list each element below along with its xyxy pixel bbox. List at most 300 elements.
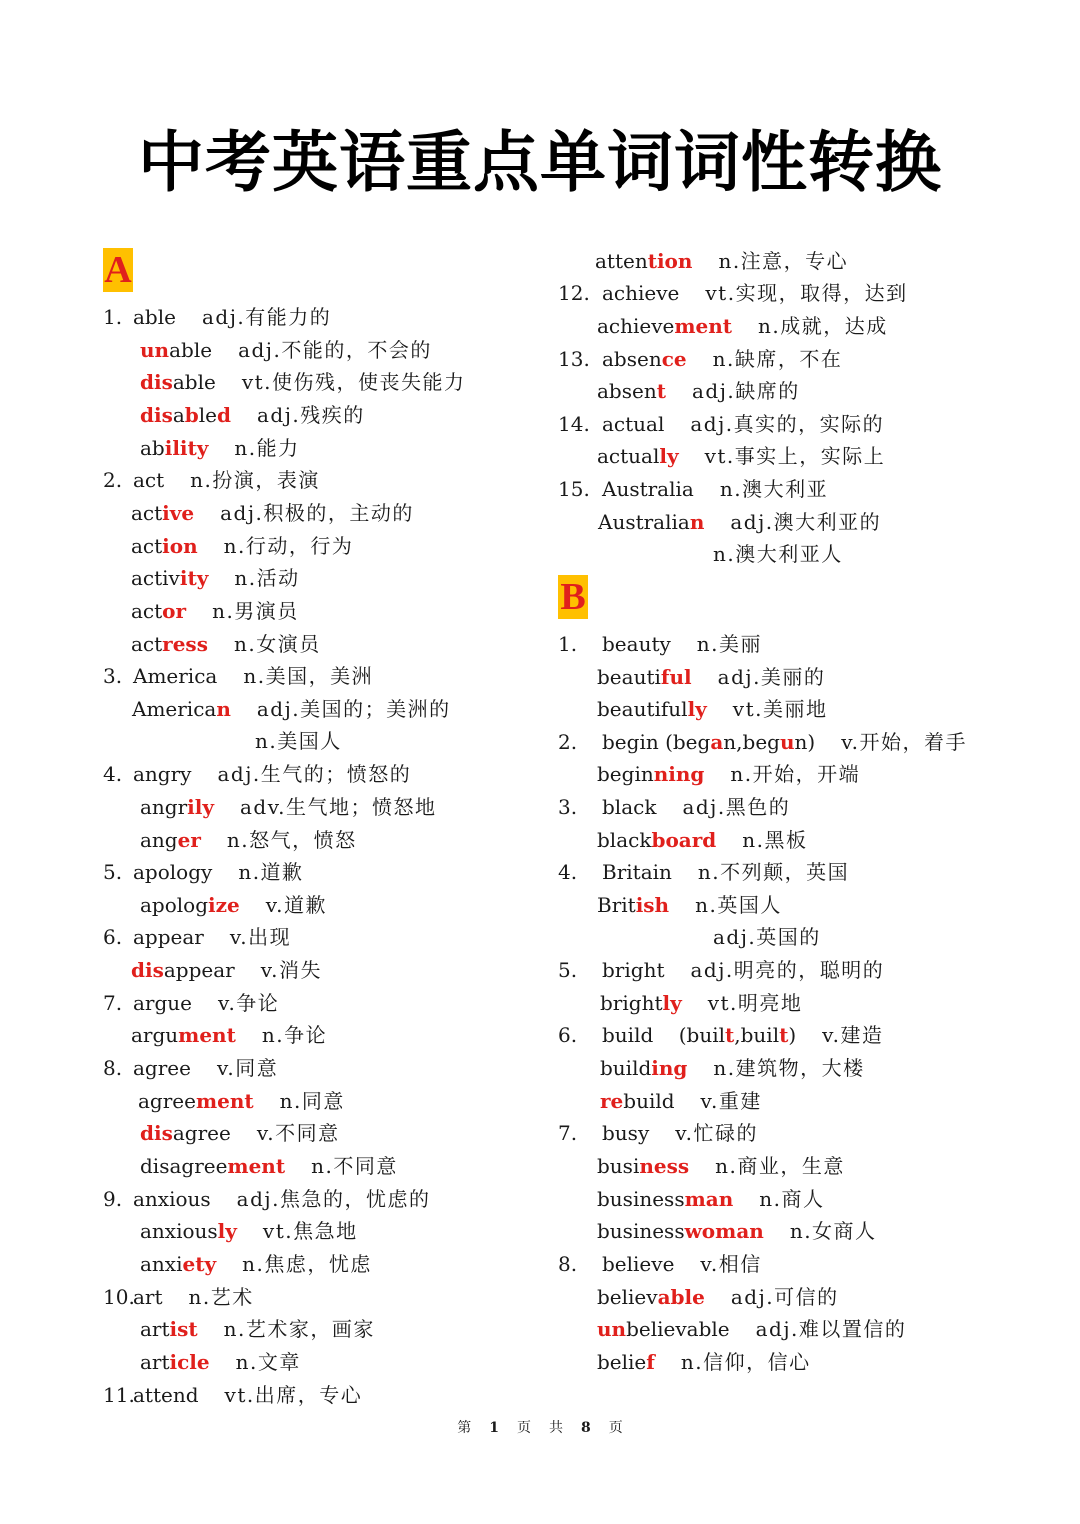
entry-definition: adj.有能力的 xyxy=(201,305,332,329)
entry-definition: adj.缺席的 xyxy=(691,379,800,403)
entry-definition: n.澳大利亚人 xyxy=(713,542,843,566)
word-stem: anxious xyxy=(140,1219,218,1243)
entry-word xyxy=(602,1249,674,1279)
entry-definition: adj.不能的，不会的 xyxy=(238,338,432,362)
word-affix-highlight: ily xyxy=(187,795,214,819)
word-affix-highlight: t xyxy=(656,379,666,403)
entry-word xyxy=(133,988,192,1018)
word-affix-highlight: u xyxy=(779,730,795,754)
right-entry-row xyxy=(558,1249,762,1279)
entry-definition: adj.可信的 xyxy=(730,1285,839,1309)
word-affix-highlight: re xyxy=(600,1089,624,1113)
word-affix-highlight: ly xyxy=(687,697,707,721)
right-entry-row xyxy=(597,1314,906,1344)
left-entry-row xyxy=(131,498,414,528)
entry-word xyxy=(140,433,208,463)
word-stem: business xyxy=(597,1187,685,1211)
entry-word xyxy=(597,890,669,920)
word-affix-highlight: ing xyxy=(651,1056,688,1080)
entry-word xyxy=(597,376,666,406)
word-stem: build (buil xyxy=(602,1023,725,1047)
right-entry-row xyxy=(597,1282,839,1312)
word-affix-highlight: ish xyxy=(635,893,670,917)
word-affix-highlight: ment xyxy=(674,314,733,338)
left-entry-row xyxy=(140,1249,372,1279)
word-stem: busi xyxy=(597,1154,640,1178)
word-affix-highlight: ness xyxy=(639,1154,690,1178)
entry-word xyxy=(140,890,240,920)
entry-number: 1. xyxy=(558,632,578,656)
entry-number: 4. xyxy=(103,762,123,786)
entry-definition: n.艺术 xyxy=(188,1285,254,1309)
entry-number: 15. xyxy=(558,477,590,501)
word-stem: angry xyxy=(133,762,192,786)
entry-word xyxy=(602,792,656,822)
entry-definition: n.黑板 xyxy=(742,828,808,852)
word-stem: atten xyxy=(595,249,648,273)
document-title: 中考英语重点单词词性转换 xyxy=(138,124,942,201)
entry-definition: n.成就，达成 xyxy=(758,314,888,338)
entry-definition: v.同意 xyxy=(216,1056,279,1080)
entry-number: 9. xyxy=(103,1187,123,1211)
entry-definition: n.女演员 xyxy=(233,632,321,656)
word-stem: ,buil xyxy=(734,1023,780,1047)
right-entry-row xyxy=(598,507,881,537)
word-stem: able xyxy=(133,305,176,329)
entry-definition: adj.难以置信的 xyxy=(755,1317,907,1341)
entry-word xyxy=(140,1314,198,1344)
entry-definition: adj.焦急的，忧虑的 xyxy=(236,1187,431,1211)
word-stem: Australia xyxy=(598,510,690,534)
entry-definition: vt.明亮地 xyxy=(707,991,803,1015)
entry-definition: v.开始，着手 xyxy=(841,730,968,754)
left-entry-row xyxy=(255,726,342,756)
left-entry-row xyxy=(103,988,279,1018)
word-stem: n) xyxy=(794,730,816,754)
entry-word xyxy=(597,825,716,855)
word-stem: attend xyxy=(133,1383,199,1407)
left-entry-row xyxy=(103,1184,430,1214)
entry-definition: n.男演员 xyxy=(212,599,299,623)
entry-definition: n.道歉 xyxy=(238,860,304,884)
word-stem: argu xyxy=(131,1023,179,1047)
entry-definition: vt.事实上，实际上 xyxy=(704,444,886,468)
entry-definition: n.同意 xyxy=(279,1089,345,1113)
left-entry-row xyxy=(131,596,299,626)
right-entry-row xyxy=(597,441,885,471)
right-entry-row xyxy=(597,311,888,341)
right-entry-row xyxy=(600,1053,865,1083)
entry-definition: vt.实现，取得，达到 xyxy=(705,281,908,305)
word-stem: begin xyxy=(597,762,654,786)
left-entry-row xyxy=(140,367,466,397)
word-stem: agree xyxy=(172,1121,231,1145)
entry-definition: adj.明亮的，聪明的 xyxy=(690,958,885,982)
right-entry-row xyxy=(597,1184,825,1214)
left-entry-row xyxy=(140,890,327,920)
left-entry-row xyxy=(103,759,411,789)
entry-definition: vt.美丽地 xyxy=(732,697,828,721)
entry-word xyxy=(133,857,212,887)
entry-definition: n.不列颠，英国 xyxy=(697,860,850,884)
word-stem: beauti xyxy=(597,665,661,689)
word-affix-highlight: ity xyxy=(179,566,209,590)
word-stem: bright xyxy=(602,958,665,982)
entry-definition: n.怒气，愤怒 xyxy=(226,828,357,852)
section-letter-b: B xyxy=(558,575,588,619)
entry-definition: n.美丽 xyxy=(696,632,763,656)
entry-number: 3. xyxy=(103,664,123,688)
entry-word xyxy=(140,825,201,855)
entry-word xyxy=(140,367,216,397)
entry-definition: v.建造 xyxy=(822,1023,884,1047)
word-stem: a xyxy=(172,403,185,427)
footer-page-number: 1 xyxy=(489,1420,499,1436)
entry-definition: v.重建 xyxy=(700,1089,762,1113)
right-entry-row xyxy=(713,922,821,952)
word-stem: belie xyxy=(597,1350,647,1374)
entry-word xyxy=(131,563,208,593)
entry-definition: n.开始，开端 xyxy=(730,762,861,786)
entry-word xyxy=(597,441,679,471)
entry-word xyxy=(597,662,692,692)
word-affix-highlight: board xyxy=(651,828,717,852)
entry-definition: vt.焦急地 xyxy=(262,1219,358,1243)
entry-definition: n.扮演，表演 xyxy=(190,468,320,492)
word-stem: absen xyxy=(602,347,662,371)
word-stem: believ xyxy=(597,1285,658,1309)
entry-word xyxy=(131,531,198,561)
entry-number: 6. xyxy=(103,925,123,949)
left-entry-row xyxy=(132,694,451,724)
entry-number: 7. xyxy=(103,991,123,1015)
page-footer xyxy=(0,1416,1080,1440)
word-stem: achieve xyxy=(602,281,680,305)
word-affix-highlight: ly xyxy=(659,444,679,468)
entry-number: 13. xyxy=(558,347,590,371)
word-affix-highlight: un xyxy=(140,338,170,362)
word-stem: absen xyxy=(597,379,657,403)
footer-mid1: 页 xyxy=(517,1420,531,1436)
word-affix-highlight: man xyxy=(684,1187,734,1211)
left-entry-row xyxy=(103,465,320,495)
entry-definition: adj.积极的，主动的 xyxy=(220,501,414,525)
word-affix-highlight: ment xyxy=(178,1023,236,1047)
entry-number: 1. xyxy=(103,305,123,329)
entry-definition: v.消失 xyxy=(260,958,322,982)
entry-word xyxy=(140,1347,210,1377)
entry-word xyxy=(133,302,176,332)
left-entry-row xyxy=(140,1151,398,1181)
left-entry-row xyxy=(140,1118,340,1148)
word-affix-highlight: dis xyxy=(140,1121,173,1145)
entry-definition: n.商人 xyxy=(759,1187,825,1211)
entry-definition: n.文章 xyxy=(235,1350,301,1374)
word-stem: act xyxy=(131,632,163,656)
entry-word xyxy=(595,246,692,276)
word-stem: argue xyxy=(133,991,193,1015)
word-affix-highlight: n xyxy=(689,510,705,534)
entry-word xyxy=(140,1216,237,1246)
entry-word xyxy=(597,1151,689,1181)
entry-definition: n.能力 xyxy=(234,436,300,460)
word-affix-highlight: or xyxy=(162,599,187,623)
word-affix-highlight: woman xyxy=(684,1219,764,1243)
entry-definition: n.美国人 xyxy=(255,729,342,753)
entry-word xyxy=(132,694,231,724)
word-stem: beauty xyxy=(602,632,671,656)
word-affix-highlight: f xyxy=(646,1350,655,1374)
word-stem: art xyxy=(140,1350,170,1374)
word-affix-highlight: dis xyxy=(140,403,173,427)
right-entry-row xyxy=(597,694,827,724)
entry-word xyxy=(597,694,707,724)
word-stem: able xyxy=(169,338,213,362)
entry-definition: n.不同意 xyxy=(311,1154,398,1178)
right-entry-row xyxy=(597,1151,845,1181)
entry-word xyxy=(140,400,231,430)
entry-number: 8. xyxy=(558,1252,578,1276)
left-entry-row xyxy=(103,1282,254,1312)
entry-word xyxy=(133,759,191,789)
entry-number: 11. xyxy=(103,1383,135,1407)
word-stem: bright xyxy=(600,991,663,1015)
word-stem: act xyxy=(131,501,163,525)
entry-word xyxy=(131,498,194,528)
word-affix-highlight: n xyxy=(216,697,231,721)
word-stem: disagree xyxy=(140,1154,228,1178)
word-affix-highlight: t xyxy=(779,1023,789,1047)
entry-definition: n.争论 xyxy=(261,1023,328,1047)
entry-word xyxy=(133,1380,199,1410)
right-entry-row xyxy=(595,246,848,276)
word-affix-highlight: icle xyxy=(169,1350,210,1374)
left-entry-row xyxy=(103,857,304,887)
word-stem: able xyxy=(172,370,216,394)
left-entry-row xyxy=(131,563,300,593)
right-entry-row xyxy=(558,629,762,659)
word-stem: black xyxy=(602,795,657,819)
word-affix-highlight: dis xyxy=(140,370,173,394)
entry-definition: v.不同意 xyxy=(256,1121,340,1145)
right-entry-row xyxy=(558,1118,758,1148)
footer-post: 页 xyxy=(608,1420,623,1436)
entry-number: 12. xyxy=(558,281,590,305)
word-stem: agree xyxy=(138,1089,196,1113)
left-entry-row xyxy=(103,1053,278,1083)
left-entry-row xyxy=(103,661,373,691)
word-stem: believe xyxy=(602,1252,675,1276)
entry-word xyxy=(602,278,679,308)
entry-word xyxy=(131,955,235,985)
entry-word xyxy=(602,409,664,439)
word-stem: angr xyxy=(140,795,188,819)
word-stem: n,beg xyxy=(723,730,780,754)
entry-word xyxy=(138,1086,254,1116)
word-stem: Britain xyxy=(602,860,672,884)
entry-number: 4. xyxy=(558,860,578,884)
left-entry-row xyxy=(131,955,322,985)
entry-definition: adj.真实的，实际的 xyxy=(690,412,885,436)
entry-definition: adj.澳大利亚的 xyxy=(730,510,882,534)
word-stem: ab xyxy=(140,436,165,460)
left-entry-row xyxy=(138,1086,345,1116)
word-stem: beautiful xyxy=(597,697,688,721)
left-entry-row xyxy=(140,1347,301,1377)
left-entry-row xyxy=(131,531,353,561)
left-entry-row xyxy=(140,400,365,430)
entry-word xyxy=(602,857,672,887)
word-stem: believable xyxy=(626,1317,730,1341)
entry-word xyxy=(133,661,217,691)
entry-definition: vt.使伤残，使丧失能力 xyxy=(241,370,466,394)
entry-word xyxy=(140,792,214,822)
entry-word xyxy=(597,1282,705,1312)
entry-number: 5. xyxy=(103,860,123,884)
footer-total-pages: 8 xyxy=(581,1420,591,1436)
entry-definition: adj.残疾的 xyxy=(256,403,365,427)
right-entry-row xyxy=(600,1086,762,1116)
word-stem: le xyxy=(198,403,217,427)
left-entry-row xyxy=(131,1020,327,1050)
footer-mid2: 共 xyxy=(549,1420,563,1436)
word-affix-highlight: ress xyxy=(162,632,208,656)
entry-definition: v.出现 xyxy=(229,925,292,949)
word-stem: act xyxy=(131,534,163,558)
entry-definition: adj.英国的 xyxy=(713,925,821,949)
entry-definition: n.商业，生意 xyxy=(715,1154,845,1178)
word-stem: Australia xyxy=(602,477,694,501)
entry-word xyxy=(600,1086,675,1116)
entry-definition: v.道歉 xyxy=(265,893,327,917)
entry-number: 14. xyxy=(558,412,590,436)
entry-definition: n.女商人 xyxy=(789,1219,877,1243)
word-affix-highlight: ly xyxy=(217,1219,237,1243)
entry-word xyxy=(602,344,687,374)
left-entry-row xyxy=(131,629,321,659)
word-stem: black xyxy=(597,828,652,852)
entry-definition: n.信仰，信心 xyxy=(680,1350,811,1374)
entry-definition: adj.黑色的 xyxy=(682,795,791,819)
entry-word xyxy=(602,955,664,985)
entry-definition: n.建筑物，大楼 xyxy=(713,1056,865,1080)
entry-definition: v.忙碌的 xyxy=(675,1121,759,1145)
entry-word xyxy=(602,629,671,659)
word-stem: apolog xyxy=(140,893,209,917)
right-entry-row xyxy=(558,344,842,374)
left-entry-row xyxy=(140,825,357,855)
entry-word xyxy=(131,596,186,626)
right-entry-row xyxy=(597,662,825,692)
word-stem: America xyxy=(132,697,217,721)
entry-definition: n.英国人 xyxy=(695,893,782,917)
right-entry-row xyxy=(558,857,849,887)
right-entry-row xyxy=(597,376,800,406)
entry-definition: v.相信 xyxy=(700,1252,762,1276)
entry-word xyxy=(600,1053,687,1083)
word-affix-highlight: ive xyxy=(162,501,195,525)
entry-word xyxy=(597,1347,655,1377)
entry-definition: n.行动，行为 xyxy=(223,534,354,558)
word-affix-highlight: dis xyxy=(131,958,164,982)
section-letter-a: A xyxy=(104,249,132,291)
right-entry-row xyxy=(558,409,884,439)
entry-word xyxy=(131,629,208,659)
word-affix-highlight: ly xyxy=(662,991,682,1015)
entry-word xyxy=(140,1118,231,1148)
word-stem: activ xyxy=(131,566,180,590)
left-entry-row xyxy=(103,922,291,952)
entry-word xyxy=(602,1020,796,1050)
word-stem: appear xyxy=(163,958,235,982)
word-stem: actual xyxy=(597,444,660,468)
entry-word xyxy=(140,1249,216,1279)
entry-word xyxy=(600,988,682,1018)
entry-word xyxy=(602,727,815,757)
right-entry-row xyxy=(597,1347,811,1377)
word-affix-highlight: er xyxy=(177,828,201,852)
entry-number: 6. xyxy=(558,1023,578,1047)
word-stem: actual xyxy=(602,412,665,436)
entry-word xyxy=(131,1020,236,1050)
word-affix-highlight: ment xyxy=(195,1089,254,1113)
word-affix-highlight: a xyxy=(710,730,724,754)
right-entry-row xyxy=(558,792,790,822)
entry-word xyxy=(602,1118,649,1148)
right-entry-row xyxy=(597,890,782,920)
entry-word xyxy=(597,1216,764,1246)
entry-word xyxy=(597,1184,733,1214)
word-stem: ) xyxy=(788,1023,797,1047)
word-stem: America xyxy=(133,664,218,688)
word-affix-highlight: ility xyxy=(164,436,209,460)
entry-number: 8. xyxy=(103,1056,123,1080)
left-entry-row xyxy=(140,1314,375,1344)
entry-number: 5. xyxy=(558,958,578,982)
entry-word xyxy=(133,465,164,495)
left-entry-row xyxy=(140,1216,358,1246)
word-stem: art xyxy=(133,1285,163,1309)
word-stem: busy xyxy=(602,1121,650,1145)
right-entry-row xyxy=(600,988,802,1018)
right-entry-row xyxy=(558,955,884,985)
word-stem: agree xyxy=(133,1056,191,1080)
left-entry-row xyxy=(140,335,432,365)
left-entry-row xyxy=(140,433,300,463)
entry-number: 2. xyxy=(103,468,123,492)
word-affix-highlight: able xyxy=(657,1285,705,1309)
entry-word xyxy=(133,1184,211,1214)
word-stem: ang xyxy=(140,828,178,852)
word-stem: anxious xyxy=(133,1187,211,1211)
entry-word xyxy=(133,922,204,952)
word-stem: act xyxy=(131,599,163,623)
word-affix-highlight: b xyxy=(184,403,199,427)
entry-definition: adj.生气的；愤怒的 xyxy=(217,762,412,786)
entry-definition: n.澳大利亚 xyxy=(719,477,829,501)
word-stem: business xyxy=(597,1219,685,1243)
word-stem: apology xyxy=(133,860,213,884)
word-stem: act xyxy=(133,468,165,492)
entry-word xyxy=(597,311,732,341)
word-stem: Brit xyxy=(597,893,636,917)
entry-number: 10. xyxy=(103,1285,135,1309)
word-affix-highlight: d xyxy=(217,403,231,427)
right-entry-row xyxy=(558,727,967,757)
word-stem: build xyxy=(600,1056,652,1080)
right-entry-row xyxy=(558,1020,883,1050)
word-affix-highlight: ist xyxy=(169,1317,198,1341)
